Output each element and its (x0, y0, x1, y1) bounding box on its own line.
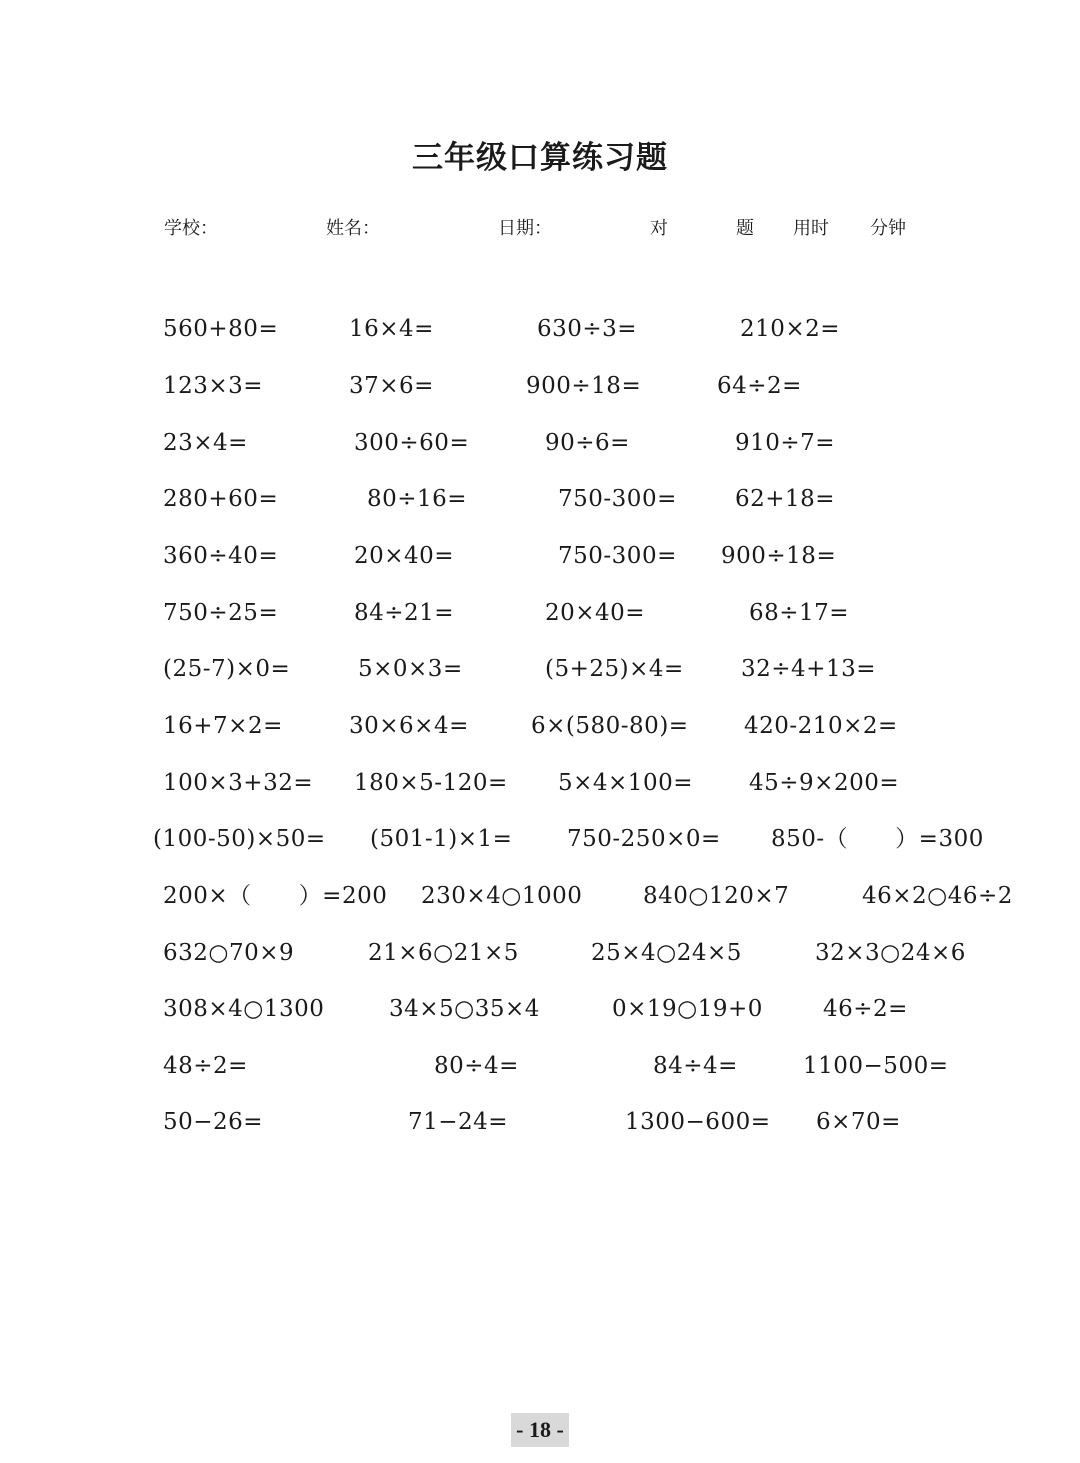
problem: 1100−500= (803, 1053, 949, 1079)
problem: 90÷6= (545, 430, 630, 456)
problem: 64÷2= (717, 373, 802, 399)
problem: 80÷16= (367, 486, 468, 512)
problem: 48÷2= (163, 1053, 248, 1079)
problem: 750-250×0= (567, 826, 721, 852)
problem: 68÷17= (749, 600, 850, 626)
problem: 20×40= (354, 543, 455, 569)
problem: 900÷18= (526, 373, 642, 399)
problem: 630÷3= (537, 316, 638, 342)
problem: 46×2○46÷2 (862, 883, 1013, 909)
problem: 210×2= (740, 316, 841, 342)
problem: (100-50)×50= (153, 826, 326, 852)
problem: 16×4= (349, 316, 434, 342)
problem: 280+60= (163, 486, 279, 512)
problem: 1300−600= (625, 1109, 771, 1135)
problem: 6×(580-80)= (531, 713, 689, 739)
problem: 840○120×7 (643, 883, 790, 909)
problem: 632○70×9 (163, 940, 295, 966)
problem: 20×40= (545, 600, 646, 626)
problem: 360÷40= (163, 543, 279, 569)
school-label: 学校： (164, 218, 218, 239)
problem: 850-（ ）=300 (771, 826, 984, 852)
problem: 71−24= (408, 1109, 509, 1135)
problem: 16+7×2= (163, 713, 283, 739)
problem: 80÷4= (434, 1053, 519, 1079)
page-number: - 18 - (511, 1413, 569, 1447)
problem: 62+18= (735, 486, 836, 512)
problem: 34×5○35×4 (389, 996, 540, 1022)
problem: (25-7)×0= (163, 656, 291, 682)
problem: 560+80= (163, 316, 279, 342)
time-used-label: 用时 (793, 218, 829, 239)
problem: 750-300= (558, 486, 677, 512)
problem: 6×70= (816, 1109, 901, 1135)
name-label: 姓名： (326, 218, 380, 239)
problem: 45÷9×200= (749, 770, 900, 796)
problem: (5+25)×4= (545, 656, 684, 682)
problem: 21×6○21×5 (368, 940, 519, 966)
problem: 123×3= (163, 373, 264, 399)
problem: 750-300= (558, 543, 677, 569)
date-label: 日期： (498, 218, 552, 239)
problem: 300÷60= (354, 430, 470, 456)
problem: 900÷18= (721, 543, 837, 569)
problem: 23×4= (163, 430, 248, 456)
problem: 420-210×2= (744, 713, 898, 739)
problem: 30×6×4= (349, 713, 469, 739)
problem: 910÷7= (735, 430, 836, 456)
problem: 100×3+32= (163, 770, 314, 796)
problem: 5×0×3= (358, 656, 463, 682)
problem: 37×6= (349, 373, 434, 399)
problem: (501-1)×1= (370, 826, 513, 852)
problem: 25×4○24×5 (591, 940, 742, 966)
problem: 32÷4+13= (741, 656, 876, 682)
problem: 200×（ ）=200 (163, 883, 388, 909)
problem: 32×3○24×6 (815, 940, 966, 966)
problem: 84÷21= (354, 600, 455, 626)
problem: 750÷25= (163, 600, 279, 626)
problem: 46÷2= (823, 996, 908, 1022)
problem: 0×19○19+0 (612, 996, 763, 1022)
problem: 50−26= (163, 1109, 264, 1135)
worksheet-title: 三年级口算练习题 (412, 140, 668, 176)
correct-label: 对 (650, 218, 668, 239)
problem: 5×4×100= (558, 770, 693, 796)
problem: 308×4○1300 (163, 996, 325, 1022)
problem: 180×5-120= (354, 770, 508, 796)
minutes-label: 分钟 (870, 218, 906, 239)
problem: 230×4○1000 (421, 883, 583, 909)
questions-label: 题 (736, 218, 754, 239)
problem: 84÷4= (653, 1053, 738, 1079)
